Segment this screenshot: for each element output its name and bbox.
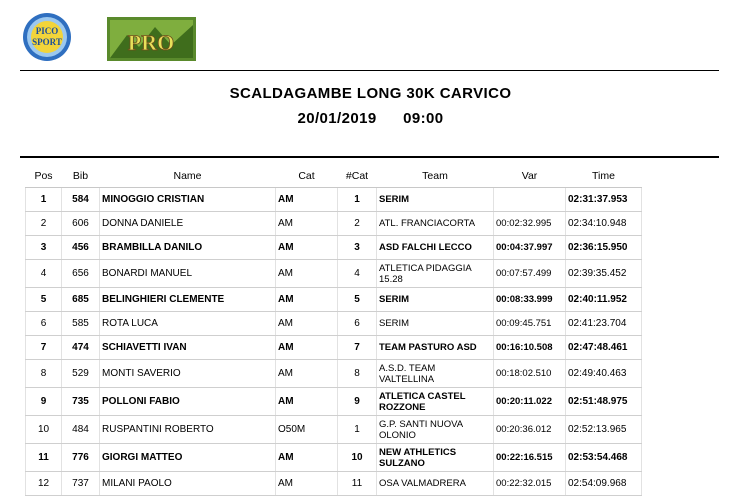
event-title: SCALDAGAMBE LONG 30K CARVICO [229,85,512,102]
result-cat: AM [276,212,338,236]
result-name: ROTA LUCA [100,312,276,336]
event-time: 09:00 [403,110,444,127]
result-row [26,360,642,388]
result-bib: 735 [62,388,100,416]
result-team: ATLETICA CASTEL ROZZONE [377,388,494,416]
results-table [25,165,642,496]
result-row [26,472,642,496]
result-time: 02:54:09.968 [566,472,642,496]
result-var: 00:07:57.499 [494,260,566,288]
result-pos: 2 [26,212,62,236]
result-catpos: 7 [338,336,377,360]
result-bib: 456 [62,236,100,260]
result-team: OSA VALMADRERA [377,472,494,496]
result-bib: 685 [62,288,100,312]
result-row [26,444,642,472]
result-var: 00:18:02.510 [494,360,566,388]
result-name: GIORGI MATTEO [100,444,276,472]
result-pos: 9 [26,388,62,416]
result-var: 00:09:45.751 [494,312,566,336]
result-var: 00:22:32.015 [494,472,566,496]
result-bib: 776 [62,444,100,472]
result-cat: AM [276,288,338,312]
col-header-cat: Cat [276,165,338,188]
result-team: NEW ATHLETICS SULZANO [377,444,494,472]
result-row [26,288,642,312]
col-header-var: Var [494,165,566,188]
event-date: 20/01/2019 [297,110,377,127]
result-pos: 7 [26,336,62,360]
result-name: RUSPANTINI ROBERTO [100,416,276,444]
col-header-name: Name [100,165,276,188]
result-team: SERIM [377,188,494,212]
result-row [26,388,642,416]
result-team: SERIM [377,288,494,312]
result-bib: 585 [62,312,100,336]
result-catpos: 8 [338,360,377,388]
result-pos: 6 [26,312,62,336]
col-header-catpos: #Cat [338,165,377,188]
header-top-rule [20,70,719,71]
svg-text:SPORT: SPORT [32,37,62,47]
result-time: 02:39:35.452 [566,260,642,288]
result-time: 02:49:40.463 [566,360,642,388]
col-header-bib: Bib [62,165,100,188]
result-pos: 10 [26,416,62,444]
result-catpos: 10 [338,444,377,472]
result-team: TEAM PASTURO ASD [377,336,494,360]
result-name: BRAMBILLA DANILO [100,236,276,260]
result-bib: 737 [62,472,100,496]
result-catpos: 1 [338,188,377,212]
result-var: 00:08:33.999 [494,288,566,312]
result-var: 00:22:16.515 [494,444,566,472]
result-var: 00:20:36.012 [494,416,566,444]
header-bottom-rule [20,156,719,158]
result-name: MILANI PAOLO [100,472,276,496]
result-name: BONARDI MANUEL [100,260,276,288]
result-cat: AM [276,472,338,496]
col-header-time: Time [566,165,642,188]
result-var [494,188,566,212]
result-team: ATL. FRANCIACORTA [377,212,494,236]
result-bib: 484 [62,416,100,444]
result-name: SCHIAVETTI IVAN [100,336,276,360]
col-header-team: Team [377,165,494,188]
result-catpos: 1 [338,416,377,444]
result-var: 00:16:10.508 [494,336,566,360]
result-bib: 529 [62,360,100,388]
result-var: 00:02:32.995 [494,212,566,236]
result-cat: AM [276,260,338,288]
results-header-row [26,165,642,188]
result-catpos: 5 [338,288,377,312]
result-catpos: 9 [338,388,377,416]
result-pos: 3 [26,236,62,260]
pico-sport-logo [22,12,72,62]
result-bib: 606 [62,212,100,236]
col-header-pos: Pos [26,165,62,188]
result-cat: AM [276,312,338,336]
result-cat: AM [276,360,338,388]
result-row [26,188,642,212]
result-cat: AM [276,188,338,212]
result-catpos: 3 [338,236,377,260]
result-name: MINOGGIO CRISTIAN [100,188,276,212]
result-time: 02:41:23.704 [566,312,642,336]
result-row [26,260,642,288]
result-team: ATLETICA PIDAGGIA 15.28 [377,260,494,288]
result-cat: AM [276,236,338,260]
result-pos: 4 [26,260,62,288]
result-catpos: 4 [338,260,377,288]
result-bib: 584 [62,188,100,212]
result-team: G.P. SANTI NUOVA OLONIO [377,416,494,444]
result-pos: 1 [26,188,62,212]
result-time: 02:36:15.950 [566,236,642,260]
result-row [26,416,642,444]
result-var: 00:04:37.997 [494,236,566,260]
result-time: 02:40:11.952 [566,288,642,312]
result-row [26,336,642,360]
result-bib: 474 [62,336,100,360]
result-name: DONNA DANIELE [100,212,276,236]
result-pos: 12 [26,472,62,496]
result-var: 00:20:11.022 [494,388,566,416]
result-row [26,236,642,260]
result-cat: AM [276,336,338,360]
result-row [26,312,642,336]
result-pos: 11 [26,444,62,472]
pro-logo [107,17,196,61]
svg-text:PRO: PRO [127,30,175,55]
result-time: 02:47:48.461 [566,336,642,360]
result-time: 02:34:10.948 [566,212,642,236]
result-cat: AM [276,388,338,416]
result-time: 02:52:13.965 [566,416,642,444]
result-team: ASD FALCHI LECCO [377,236,494,260]
result-name: POLLONI FABIO [100,388,276,416]
result-pos: 5 [26,288,62,312]
result-time: 02:53:54.468 [566,444,642,472]
result-cat: O50M [276,416,338,444]
result-catpos: 2 [338,212,377,236]
result-name: BELINGHIERI CLEMENTE [100,288,276,312]
result-time: 02:31:37.953 [566,188,642,212]
result-time: 02:51:48.975 [566,388,642,416]
result-row [26,212,642,236]
result-name: MONTI SAVERIO [100,360,276,388]
result-team: A.S.D. TEAM VALTELLINA [377,360,494,388]
event-datetime [0,110,741,127]
result-pos: 8 [26,360,62,388]
svg-text:PICO: PICO [35,26,59,36]
result-bib: 656 [62,260,100,288]
result-cat: AM [276,444,338,472]
result-catpos: 11 [338,472,377,496]
result-team: SERIM [377,312,494,336]
result-catpos: 6 [338,312,377,336]
